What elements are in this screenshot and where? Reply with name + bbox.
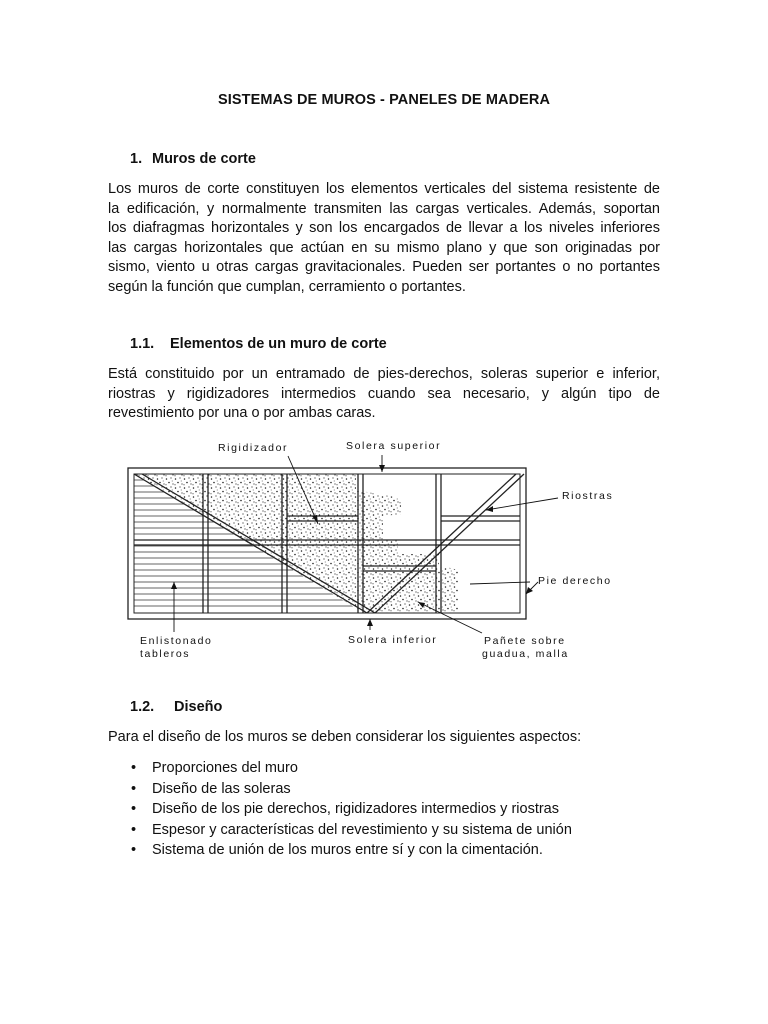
section-1-1-paragraph (108, 365, 660, 424)
section-1-1-number: 1.1. (130, 336, 155, 352)
list-item-text: Diseño de las soleras (152, 780, 291, 797)
section-1-number: 1. (130, 151, 143, 167)
section-1-2-title: Diseño (174, 699, 223, 715)
wall-panel-drawing (120, 432, 640, 668)
bullet-icon: • (131, 821, 137, 838)
section-1-1-title: Elementos de un muro de corte (170, 336, 387, 352)
list-item-text: Diseño de los pie derechos, rigidizadores intermedios y riostras (152, 801, 559, 817)
section-1-title: Muros de corte (152, 151, 256, 167)
paragraph-line: Está constituido por un entramado de pies-derechos, soleras superior e inferior, (108, 366, 660, 382)
plaster-fill-area (134, 474, 458, 613)
section-1-2-heading (130, 699, 222, 715)
section-1-2-number: 1.2. (130, 699, 155, 715)
list-item (130, 840, 572, 861)
section-1-2-intro (108, 728, 660, 748)
bullet-icon: • (131, 842, 137, 858)
design-aspects-list (130, 758, 572, 861)
paragraph-line: Los muros de corte constituyen los elementos verticales del sistema resistente de (108, 181, 660, 197)
paragraph-line: las cargas horizontales que actúan en su mismo plano y que son originadas por (108, 239, 660, 256)
paragraph-line: riostras y rigidizadores intermedios cuando sea necesario, y algún tipo de (108, 385, 660, 402)
document-title: SISTEMAS DE MUROS - PANELES DE MADERA (217, 92, 551, 108)
label-solera-superior: Solera superior (346, 440, 442, 452)
list-item-text: Proporciones del muro (152, 760, 298, 776)
paragraph-line: Para el diseño de los muros se deben considerar los siguientes aspectos: (108, 729, 582, 745)
list-item (130, 758, 572, 779)
wall-panel-diagram (120, 432, 640, 668)
list-item (130, 779, 572, 800)
label-pie-derecho: Pie derecho (538, 575, 612, 587)
label-tableros: tableros (140, 648, 191, 660)
paragraph-line: revestimiento por una o por ambas caras. (108, 405, 376, 421)
list-item (130, 820, 572, 841)
paragraph-line: sismo, viento u otras cargas gravitacionales. Pueden ser portantes o no portantes (108, 259, 660, 275)
list-item-text: Sistema de unión de los muros entre sí y con la cimentación. (152, 842, 543, 858)
section-1-paragraph (108, 180, 660, 297)
paragraph-line: los diafragmas horizontales y son los encargados de llevar a los niveles inferiores (108, 220, 660, 236)
label-panete-sobre: Pañete sobre (484, 635, 566, 647)
label-riostras: Riostras (562, 490, 614, 502)
bullet-icon: • (131, 801, 137, 817)
label-rigidizador: Rigidizador (218, 442, 289, 454)
list-item-text: Espesor y características del revestimiento y su sistema de unión (152, 821, 572, 838)
section-1-heading (130, 151, 256, 167)
section-1-1-heading (130, 336, 387, 352)
paragraph-line: según la función que cumplan, cerramiento o portantes. (108, 278, 466, 295)
bullet-icon: • (131, 780, 137, 797)
label-solera-inferior: Solera inferior (348, 634, 438, 646)
label-enlistonado: Enlistonado (140, 635, 213, 647)
list-item (130, 799, 572, 820)
bullet-icon: • (131, 760, 137, 776)
paragraph-line: la edificación, y normalmente transmiten las cargas verticales. Además, soportan (108, 200, 660, 217)
label-guadua-malla: guadua, malla (482, 648, 569, 660)
